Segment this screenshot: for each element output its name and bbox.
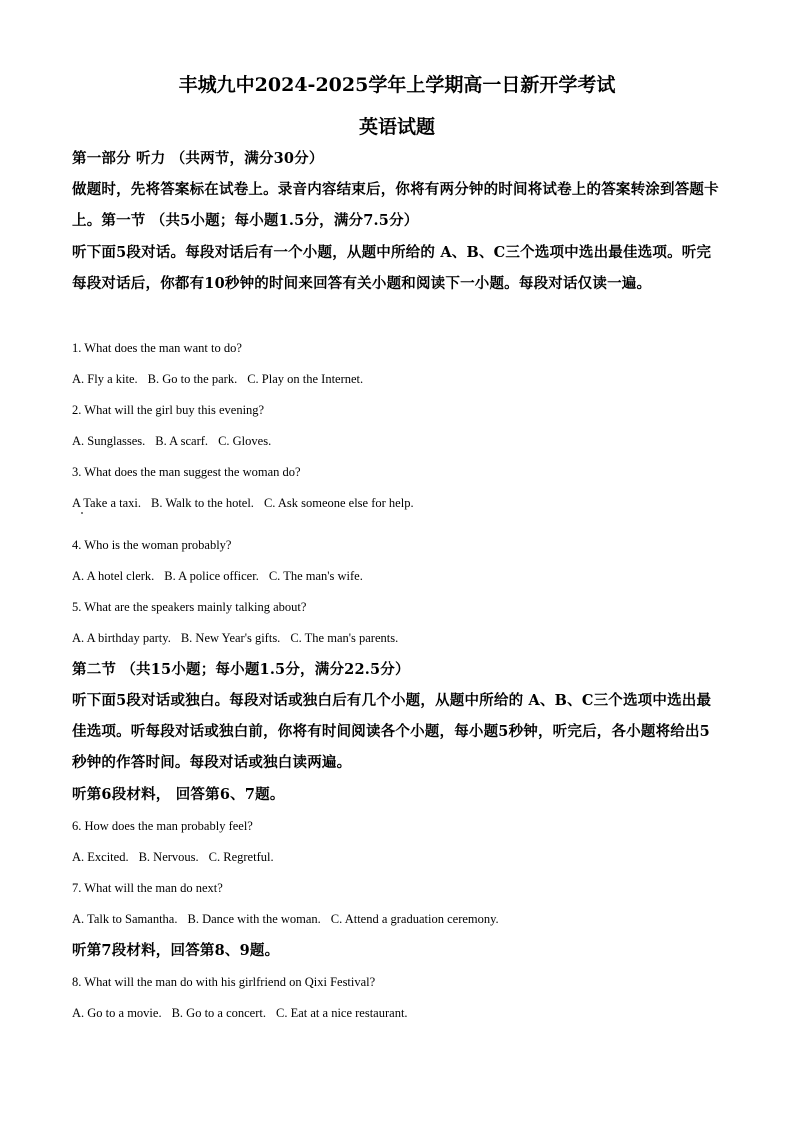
material-7-heading: 听第7段材料，回答第8、9题。 xyxy=(72,942,280,959)
part1-heading: 第一部分 听力 （共两节，满分30分） xyxy=(72,150,324,167)
question-7: 7. What will the man do next? xyxy=(72,881,223,895)
options-1 xyxy=(72,371,722,387)
material-6-heading: 听第6段材料， 回答第6、7题。 xyxy=(72,786,285,803)
question-6: 6. How does the man probably feel? xyxy=(72,819,253,833)
question-3: 3. What does the man suggest the woman do? xyxy=(72,465,301,479)
question-1: 1. What does the man want to do? xyxy=(72,341,242,355)
option-a: A. A hotel clerk. xyxy=(72,569,155,583)
option-a: A. Sunglasses. xyxy=(72,434,146,448)
option-a: A. Excited. xyxy=(72,850,129,864)
question-4: 4. Who is the woman probably? xyxy=(72,538,232,552)
option-b: B. Go to the park. xyxy=(147,372,238,386)
option-b: B. Dance with the woman. xyxy=(187,912,321,926)
options-6 xyxy=(72,849,722,865)
option-b: B. Nervous. xyxy=(138,850,199,864)
part2-heading: 第二节 （共15小题；每小题1.5分，满分22.5分） xyxy=(72,661,410,678)
option-b: B. A police officer. xyxy=(164,569,259,583)
option-c: C. Play on the Internet. xyxy=(247,372,364,386)
part1-instruction-2: 听下面5段对话。每段对话后有一个小题，从题中所给的 A、B、C三个选项中选出最佳选项。听完每段对话后，你都有10秒钟的时间来回答有关小题和阅读下一小题。每段对话仅读一遍。 xyxy=(72,244,712,292)
options-4 xyxy=(72,568,722,584)
question-5: 5. What are the speakers mainly talking about? xyxy=(72,600,307,614)
stray-dot xyxy=(81,512,83,514)
option-b: B. Go to a concert. xyxy=(171,1006,266,1020)
option-a: A. Talk to Samantha. xyxy=(72,912,178,926)
exam-subtitle: 英语试题 xyxy=(358,116,435,138)
option-c: C. The man's wife. xyxy=(268,569,363,583)
option-c: C. Eat at a nice restaurant. xyxy=(276,1006,408,1020)
option-c: C. Ask someone else for help. xyxy=(263,496,414,510)
part2-instruction: 听下面5段对话或独白。每段对话或独白后有几个小题，从题中所给的 A、B、C三个选项中选出最佳选项。听每段对话或独白前，你将有时间阅读各个小题，每小题5秒钟，听完后，各小题将给出5秒钟的作答时间。每段对话或独白读两遍。 xyxy=(72,692,712,771)
option-a: A. Go to a movie. xyxy=(72,1006,162,1020)
option-b: B. New Year's gifts. xyxy=(180,631,281,645)
options-8 xyxy=(72,1005,722,1021)
option-c: C. Attend a graduation ceremony. xyxy=(330,912,499,926)
options-3 xyxy=(72,495,722,511)
exam-title: 丰城九中2024-2025学年上学期高一日新开学考试 xyxy=(178,74,616,96)
options-2 xyxy=(72,433,722,449)
options-7 xyxy=(72,911,722,927)
options-5 xyxy=(72,630,722,646)
option-b: B. Walk to the hotel. xyxy=(151,496,254,510)
option-b: B. A scarf. xyxy=(155,434,209,448)
option-c: C. The man's parents. xyxy=(290,631,399,645)
part1-instruction-1: 做题时，先将答案标在试卷上。录音内容结束后，你将有两分钟的时间将试卷上的答案转涂到答题卡上。第一节 （共5小题；每小题1.5分，满分7.5分） xyxy=(72,181,719,229)
question-8: 8. What will the man do with his girlfriend on Qixi Festival? xyxy=(72,975,376,989)
option-a: A. A birthday party. xyxy=(72,631,171,645)
option-a: A Take a taxi. xyxy=(72,496,142,510)
option-c: C. Regretful. xyxy=(208,850,274,864)
option-c: C. Gloves. xyxy=(218,434,272,448)
option-a: A. Fly a kite. xyxy=(72,372,138,386)
question-2: 2. What will the girl buy this evening? xyxy=(72,403,265,417)
